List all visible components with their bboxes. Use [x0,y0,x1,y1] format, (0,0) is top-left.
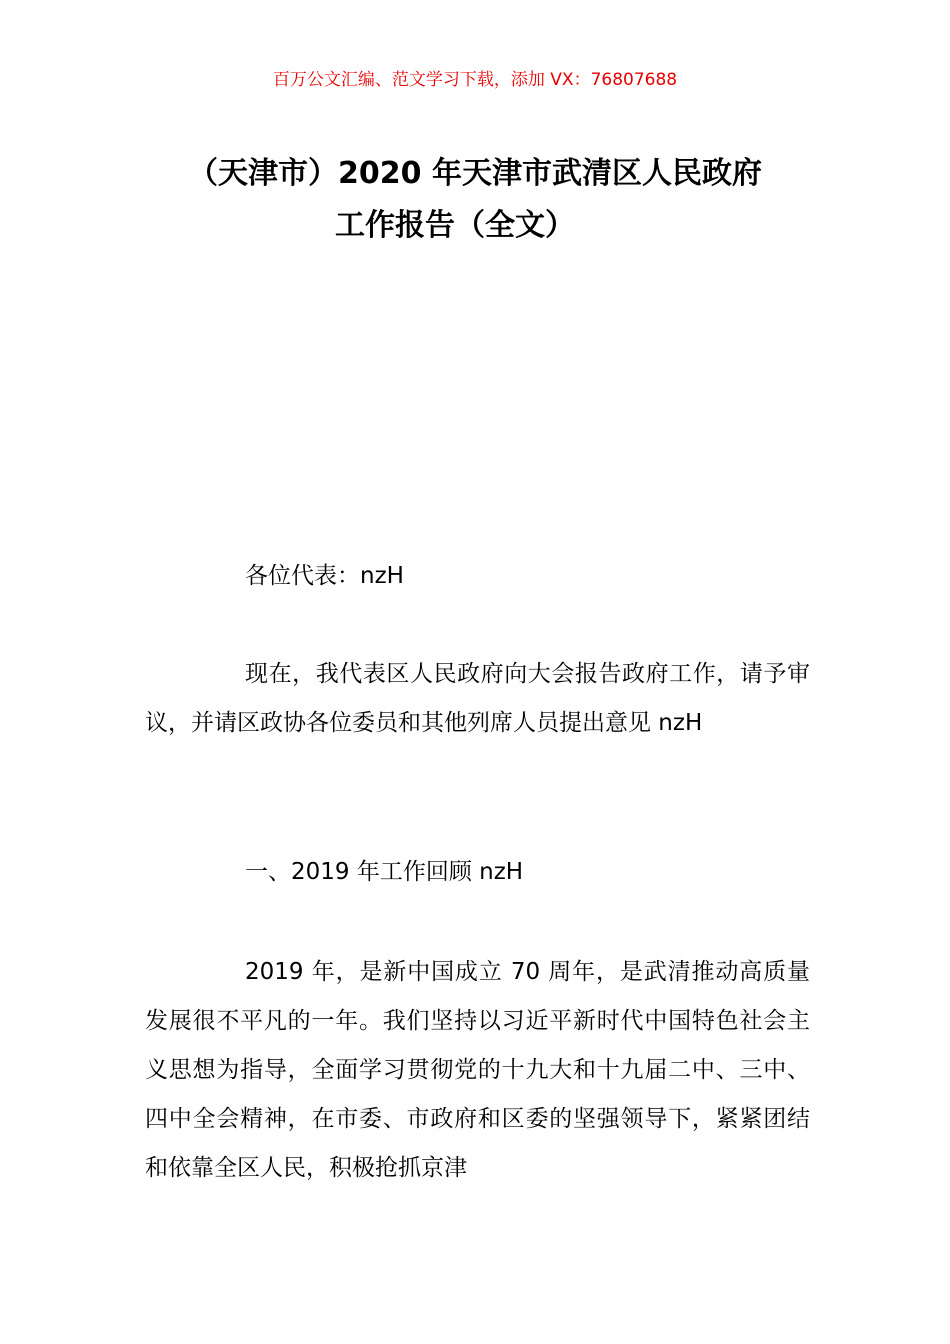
paragraph-1-text: 现在，我代表区人民政府向大会报告政府工作，请予审议，并请区政协各位委员和其他列席人员提出意见 nzH [145,661,810,736]
document-title-line-1: （天津市）2020 年天津市武清区人民政府 [188,156,762,191]
paragraph-2 [145,948,810,1193]
paragraph-2-text: 2019 年，是新中国成立 70 周年，是武清推动高质量发展很不平凡的一年。我们坚持以习近平新时代中国特色社会主义思想为指导，全面学习贯彻党的十九大和十九届二中、三中、四中全会精神，在市委、市政府和区委的坚强领导下，紧紧团结和依靠全区人民，积极抢抓京津 [145,959,810,1181]
section-heading-text: 一、2019 年工作回顾 nzH [245,859,524,885]
document-title [150,148,800,252]
document-title-line-2: 工作报告（全文） [335,208,575,243]
salutation [145,552,810,601]
section-heading [145,848,810,897]
header-note: 百万公文汇编、范文学习下载，添加 VX：76807688 [272,70,678,90]
salutation-text: 各位代表：nzH [245,563,404,589]
paragraph-1 [145,650,810,748]
